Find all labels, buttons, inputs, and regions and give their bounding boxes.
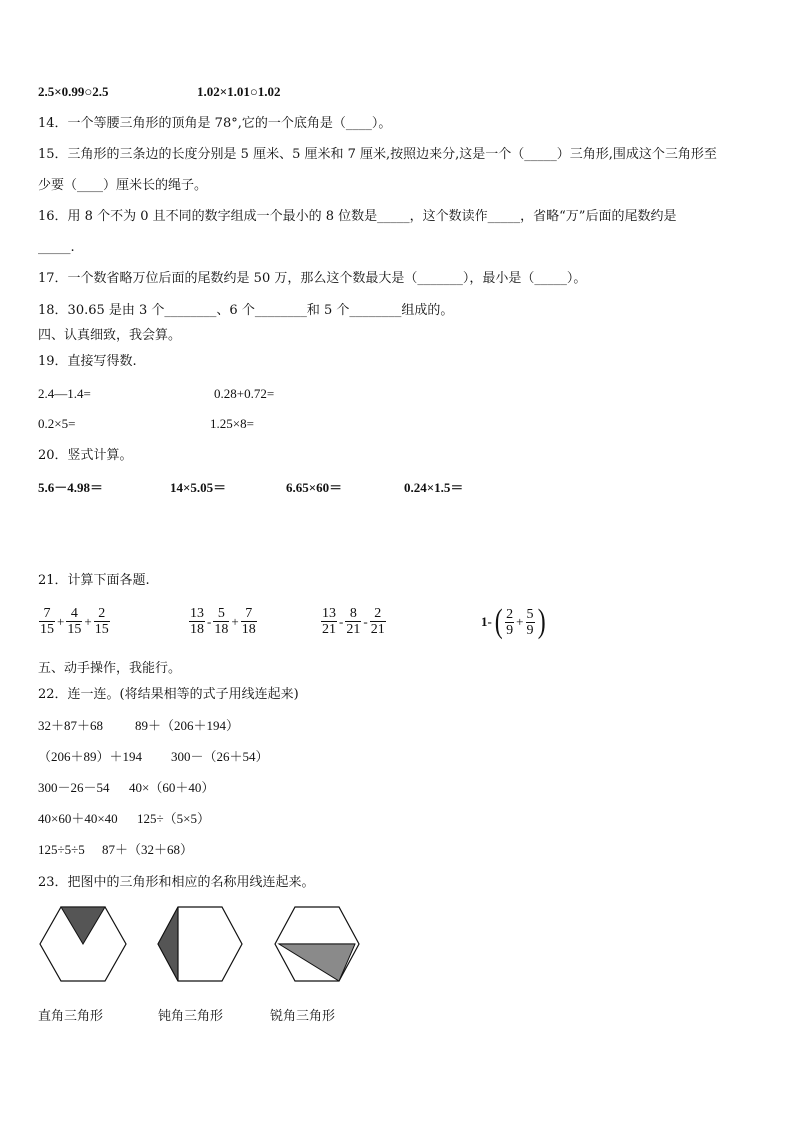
question-20-title: 20．竖式计算。 [38, 448, 133, 463]
fraction: $\frac{8}{21}$ [346, 606, 361, 637]
question-22-title: 22．连一连。(将结果相等的式子用线连起来) [38, 687, 299, 702]
q19-item: 1.25×8= [210, 416, 254, 431]
question-16-line1: 16．用 8 个不为 0 且不同的数字组成一个最小的 8 位数是_____，这个数读作_____，省略“万”后面的尾数约是 [38, 209, 677, 224]
q20-item: 14×5.05＝ [170, 480, 227, 495]
triangle-label-right: 直角三角形 [38, 1009, 104, 1024]
triangle-label-acute: 锐角三角形 [270, 1009, 336, 1024]
q13-expr-b: 1.02×1.01○1.02 [197, 84, 281, 99]
q22-left-expr: （206＋89）＋194 [38, 749, 143, 764]
section-4-heading: 四、认真细致，我会算。 [38, 328, 182, 343]
q19-item: 2.4—1.4= [38, 386, 91, 401]
question-14: 14．一个等腰三角形的顶角是 78°,它的一个底角是（____）。 [38, 116, 392, 131]
fraction: $\frac{5}{18}$ [214, 606, 229, 637]
question-19-title: 19．直接写得数. [38, 354, 137, 369]
q21-expression-1: $\frac{7}{15}$ + $\frac{4}{15}$ + $\frac{2}{15}$ [40, 606, 109, 637]
fraction: $\frac{2}{9}$ [506, 606, 514, 638]
question-18: 18．30.65 是由 3 个________、6 个________和 5 个________组成的。 [38, 303, 454, 318]
fraction: $\frac{13}{21}$ [322, 606, 336, 637]
fraction: $\frac{2}{21}$ [370, 606, 385, 637]
q22-left-expr: 300－26－54 [38, 780, 110, 795]
hexagon-figure-2 [156, 905, 244, 983]
fraction: $\frac{7}{18}$ [241, 606, 256, 637]
triangle-label-obtuse: 钝角三角形 [158, 1009, 224, 1024]
q22-left-expr: 32＋87＋68 [38, 718, 104, 733]
q22-right-expr: 89＋（206＋194） [135, 718, 240, 733]
section-5-heading: 五、动手操作，我能行。 [38, 661, 182, 676]
q19-item: 0.28+0.72= [214, 386, 275, 401]
question-23-title: 23．把图中的三角形和相应的名称用线连起来。 [38, 875, 315, 890]
q22-right-expr: 125÷（5×5） [137, 811, 210, 826]
question-15-line2: 少要（____）厘米长的绳子。 [38, 178, 208, 193]
question-21-title: 21．计算下面各题. [38, 573, 150, 588]
q22-right-expr: 87＋（32＋68） [102, 842, 194, 857]
question-16-line2: _____. [38, 240, 75, 255]
q22-right-expr: 40×（60＋40） [129, 780, 215, 795]
q20-item: 0.24×1.5＝ [404, 480, 464, 495]
q20-item: 6.65×60＝ [286, 480, 343, 495]
question-17: 17．一个数省略万位后面的尾数约是 50 万，那么这个数最大是（_______），最小是（_____）。 [38, 271, 587, 286]
fraction: $\frac{5}{9}$ [526, 606, 534, 638]
q19-item: 0.2×5= [38, 416, 76, 431]
shaded-triangle [61, 907, 105, 944]
q20-item: 5.6－4.98＝ [38, 480, 104, 495]
q13-expr-a: 2.5×0.99○2.5 [38, 84, 109, 99]
q22-right-expr: 300－（26＋54） [171, 749, 269, 764]
hexagon-figure-3 [273, 905, 361, 983]
fraction: $\frac{4}{15}$ [67, 606, 82, 637]
q22-left-expr: 40×60＋40×40 [38, 811, 118, 826]
fraction: $\frac{7}{15}$ [40, 606, 54, 637]
q21-expression-2: $\frac{13}{18}$ - $\frac{5}{18}$ + $\frac{7}{18}$ [190, 606, 256, 637]
question-15-line1: 15．三角形的三条边的长度分别是 5 厘米、5 厘米和 7 厘米,按照边来分,这是一个（_____）三角形,围成这个三角形至 [38, 147, 717, 162]
fraction: $\frac{13}{18}$ [190, 606, 204, 637]
q22-left-expr: 125÷5÷5 [38, 842, 85, 857]
shaded-triangle [158, 907, 178, 981]
fraction: $\frac{2}{15}$ [94, 606, 109, 637]
shaded-triangle [279, 944, 355, 981]
q21-expression-4: 1- ( $\frac{2}{9}$ + $\frac{5}{9}$ ) [481, 603, 546, 640]
hexagon-figure-1 [38, 905, 128, 983]
q21-expression-3: $\frac{13}{21}$ - $\frac{8}{21}$ - $\frac{2}{21}$ [322, 606, 385, 637]
